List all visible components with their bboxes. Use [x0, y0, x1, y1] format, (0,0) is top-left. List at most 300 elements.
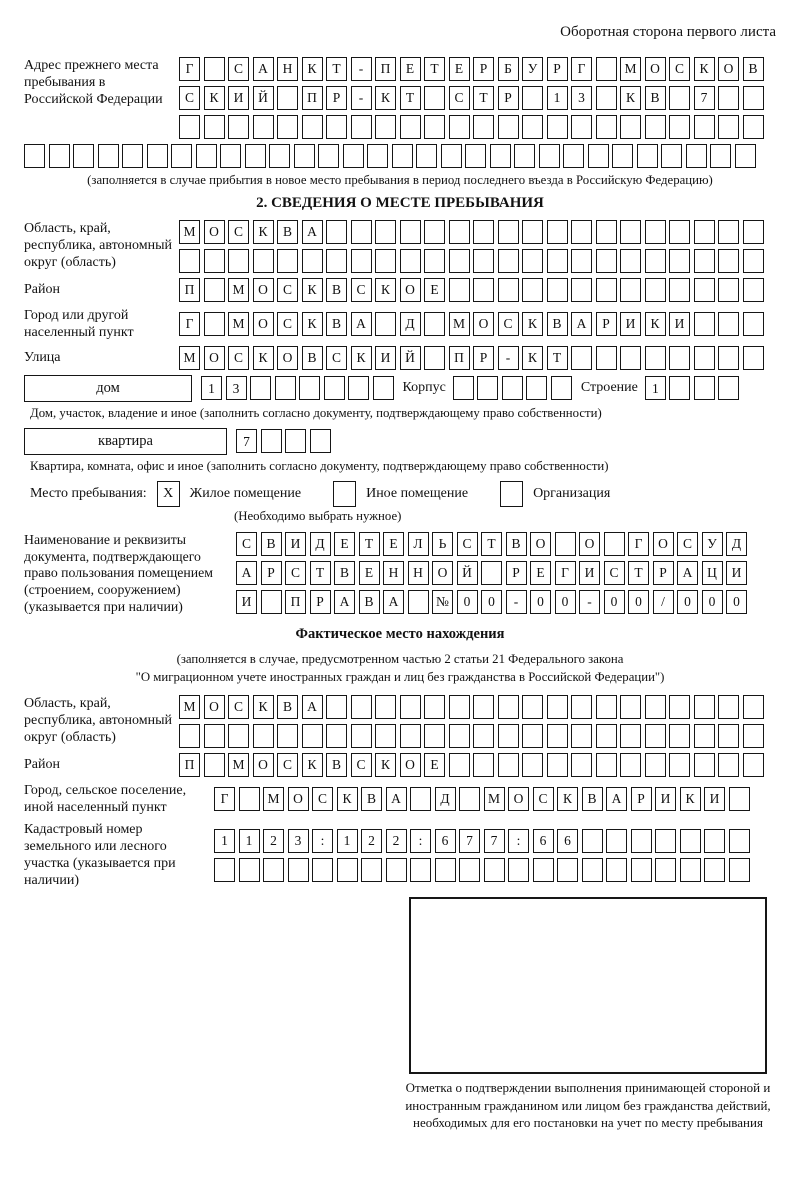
char-cell[interactable]: Г — [571, 57, 592, 81]
char-cell[interactable]: Ь — [432, 532, 453, 556]
char-cell[interactable] — [694, 312, 715, 336]
char-cell[interactable] — [563, 144, 584, 168]
char-cell[interactable]: К — [302, 57, 323, 81]
char-cell[interactable] — [743, 312, 764, 336]
char-cell[interactable]: В — [277, 695, 298, 719]
char-cell[interactable]: Р — [596, 312, 617, 336]
char-cell[interactable]: М — [179, 220, 200, 244]
char-cell[interactable] — [498, 695, 519, 719]
char-cell[interactable] — [400, 695, 421, 719]
char-cell[interactable]: А — [606, 787, 627, 811]
char-cell[interactable] — [718, 115, 739, 139]
char-cell[interactable] — [449, 220, 470, 244]
char-cell[interactable]: Й — [253, 86, 274, 110]
char-cell[interactable] — [620, 724, 641, 748]
char-cell[interactable]: 0 — [677, 590, 698, 614]
char-cell[interactable]: И — [236, 590, 257, 614]
char-cell[interactable] — [400, 249, 421, 273]
char-cell[interactable] — [465, 144, 486, 168]
char-cell[interactable]: И — [655, 787, 676, 811]
char-cell[interactable] — [204, 312, 225, 336]
char-cell[interactable]: 3 — [288, 829, 309, 853]
char-cell[interactable]: А — [302, 220, 323, 244]
char-cell[interactable] — [473, 278, 494, 302]
char-cell[interactable]: Й — [400, 346, 421, 370]
char-cell[interactable]: К — [375, 86, 396, 110]
char-cell[interactable]: Г — [179, 312, 200, 336]
char-cell[interactable] — [718, 695, 739, 719]
char-cell[interactable] — [294, 144, 315, 168]
char-cell[interactable] — [596, 695, 617, 719]
char-cell[interactable] — [604, 532, 625, 556]
char-cell[interactable]: Т — [400, 86, 421, 110]
char-cell[interactable]: Т — [359, 532, 380, 556]
char-cell[interactable] — [522, 115, 543, 139]
char-cell[interactable] — [743, 86, 764, 110]
char-cell[interactable] — [718, 753, 739, 777]
char-cell[interactable]: А — [677, 561, 698, 585]
char-cell[interactable] — [669, 724, 690, 748]
char-cell[interactable] — [424, 312, 445, 336]
char-cell[interactable] — [571, 278, 592, 302]
char-cell[interactable] — [449, 115, 470, 139]
char-cell[interactable] — [522, 86, 543, 110]
char-cell[interactable] — [710, 144, 731, 168]
char-cell[interactable]: П — [179, 753, 200, 777]
char-cell[interactable] — [326, 249, 347, 273]
char-cell[interactable]: А — [334, 590, 355, 614]
char-cell[interactable]: А — [386, 787, 407, 811]
char-cell[interactable] — [735, 144, 756, 168]
char-cell[interactable] — [481, 561, 502, 585]
char-cell[interactable]: М — [263, 787, 284, 811]
char-cell[interactable]: К — [620, 86, 641, 110]
char-cell[interactable] — [522, 278, 543, 302]
char-cell[interactable] — [473, 753, 494, 777]
char-cell[interactable] — [250, 376, 271, 400]
char-cell[interactable] — [122, 144, 143, 168]
char-cell[interactable]: О — [653, 532, 674, 556]
char-cell[interactable] — [582, 829, 603, 853]
char-cell[interactable] — [343, 144, 364, 168]
char-cell[interactable] — [571, 346, 592, 370]
char-cell[interactable] — [680, 858, 701, 882]
char-cell[interactable]: К — [522, 346, 543, 370]
char-cell[interactable]: 0 — [457, 590, 478, 614]
char-cell[interactable] — [490, 144, 511, 168]
char-cell[interactable]: О — [432, 561, 453, 585]
char-cell[interactable]: С — [498, 312, 519, 336]
char-cell[interactable]: 3 — [226, 376, 247, 400]
char-cell[interactable] — [514, 144, 535, 168]
char-cell[interactable] — [555, 532, 576, 556]
char-cell[interactable]: К — [375, 278, 396, 302]
char-cell[interactable] — [498, 249, 519, 273]
char-cell[interactable] — [263, 858, 284, 882]
char-cell[interactable] — [694, 695, 715, 719]
char-cell[interactable]: - — [579, 590, 600, 614]
char-cell[interactable]: 3 — [571, 86, 592, 110]
char-cell[interactable]: Р — [326, 86, 347, 110]
char-cell[interactable]: С — [351, 278, 372, 302]
char-cell[interactable] — [302, 249, 323, 273]
char-cell[interactable] — [275, 376, 296, 400]
char-cell[interactable] — [718, 724, 739, 748]
char-cell[interactable] — [620, 753, 641, 777]
char-cell[interactable]: П — [449, 346, 470, 370]
char-cell[interactable]: Е — [400, 57, 421, 81]
char-cell[interactable] — [261, 429, 282, 453]
char-cell[interactable]: В — [302, 346, 323, 370]
char-cell[interactable] — [498, 115, 519, 139]
char-cell[interactable]: О — [204, 220, 225, 244]
char-cell[interactable] — [424, 249, 445, 273]
char-cell[interactable] — [661, 144, 682, 168]
char-cell[interactable] — [588, 144, 609, 168]
char-cell[interactable]: Т — [628, 561, 649, 585]
char-cell[interactable] — [522, 695, 543, 719]
char-cell[interactable] — [596, 115, 617, 139]
char-cell[interactable] — [694, 753, 715, 777]
char-cell[interactable] — [253, 724, 274, 748]
char-cell[interactable] — [253, 249, 274, 273]
char-cell[interactable] — [694, 346, 715, 370]
char-cell[interactable] — [557, 858, 578, 882]
char-cell[interactable]: 0 — [530, 590, 551, 614]
char-cell[interactable]: В — [277, 220, 298, 244]
char-cell[interactable]: Н — [277, 57, 298, 81]
char-cell[interactable] — [547, 695, 568, 719]
char-cell[interactable]: К — [337, 787, 358, 811]
char-cell[interactable]: И — [579, 561, 600, 585]
char-cell[interactable] — [522, 753, 543, 777]
char-cell[interactable]: Д — [726, 532, 747, 556]
char-cell[interactable] — [424, 346, 445, 370]
char-cell[interactable] — [424, 115, 445, 139]
char-cell[interactable]: Р — [631, 787, 652, 811]
char-cell[interactable] — [400, 220, 421, 244]
char-cell[interactable] — [277, 115, 298, 139]
char-cell[interactable] — [718, 376, 739, 400]
char-cell[interactable] — [571, 695, 592, 719]
char-cell[interactable]: А — [253, 57, 274, 81]
char-cell[interactable] — [449, 249, 470, 273]
char-cell[interactable] — [669, 249, 690, 273]
char-cell[interactable] — [743, 278, 764, 302]
char-cell[interactable]: Т — [473, 86, 494, 110]
char-cell[interactable]: К — [302, 278, 323, 302]
char-cell[interactable]: О — [288, 787, 309, 811]
char-cell[interactable]: - — [506, 590, 527, 614]
char-cell[interactable]: К — [694, 57, 715, 81]
char-cell[interactable] — [435, 858, 456, 882]
char-cell[interactable]: Й — [457, 561, 478, 585]
char-cell[interactable] — [704, 829, 725, 853]
char-cell[interactable]: А — [383, 590, 404, 614]
char-cell[interactable] — [571, 115, 592, 139]
char-cell[interactable]: У — [522, 57, 543, 81]
char-cell[interactable]: 7 — [236, 429, 257, 453]
char-cell[interactable]: / — [653, 590, 674, 614]
char-cell[interactable]: 2 — [386, 829, 407, 853]
char-cell[interactable] — [351, 249, 372, 273]
char-cell[interactable]: П — [285, 590, 306, 614]
char-cell[interactable]: Т — [310, 561, 331, 585]
char-cell[interactable] — [508, 858, 529, 882]
char-cell[interactable]: С — [228, 220, 249, 244]
char-cell[interactable] — [179, 115, 200, 139]
char-cell[interactable] — [571, 249, 592, 273]
char-cell[interactable]: С — [228, 57, 249, 81]
char-cell[interactable]: С — [236, 532, 257, 556]
char-cell[interactable] — [473, 249, 494, 273]
char-cell[interactable]: 1 — [201, 376, 222, 400]
char-cell[interactable] — [694, 376, 715, 400]
char-cell[interactable] — [375, 249, 396, 273]
char-cell[interactable]: П — [302, 86, 323, 110]
char-cell[interactable]: Г — [214, 787, 235, 811]
char-cell[interactable] — [522, 724, 543, 748]
char-cell[interactable] — [310, 429, 331, 453]
char-cell[interactable]: П — [375, 57, 396, 81]
char-cell[interactable] — [522, 220, 543, 244]
char-cell[interactable]: К — [253, 346, 274, 370]
char-cell[interactable] — [424, 724, 445, 748]
char-cell[interactable]: : — [312, 829, 333, 853]
char-cell[interactable] — [288, 858, 309, 882]
char-cell[interactable]: О — [204, 695, 225, 719]
char-cell[interactable]: С — [277, 753, 298, 777]
char-cell[interactable]: 6 — [557, 829, 578, 853]
char-cell[interactable]: Н — [383, 561, 404, 585]
char-cell[interactable]: К — [204, 86, 225, 110]
char-cell[interactable]: М — [449, 312, 470, 336]
char-cell[interactable] — [743, 249, 764, 273]
char-cell[interactable] — [453, 376, 474, 400]
char-cell[interactable]: М — [484, 787, 505, 811]
char-cell[interactable] — [596, 220, 617, 244]
char-cell[interactable]: 2 — [263, 829, 284, 853]
char-cell[interactable]: 2 — [361, 829, 382, 853]
char-cell[interactable] — [410, 858, 431, 882]
char-cell[interactable]: И — [726, 561, 747, 585]
char-cell[interactable]: 1 — [645, 376, 666, 400]
char-cell[interactable] — [324, 376, 345, 400]
char-cell[interactable] — [743, 346, 764, 370]
char-cell[interactable]: С — [457, 532, 478, 556]
char-cell[interactable] — [73, 144, 94, 168]
char-cell[interactable]: И — [285, 532, 306, 556]
char-cell[interactable]: 6 — [533, 829, 554, 853]
char-cell[interactable]: О — [253, 312, 274, 336]
char-cell[interactable] — [571, 220, 592, 244]
char-cell[interactable]: 1 — [337, 829, 358, 853]
char-cell[interactable] — [473, 220, 494, 244]
residential-checkbox[interactable]: X — [157, 481, 180, 507]
char-cell[interactable]: В — [506, 532, 527, 556]
char-cell[interactable] — [277, 249, 298, 273]
char-cell[interactable] — [302, 724, 323, 748]
char-cell[interactable] — [596, 724, 617, 748]
char-cell[interactable] — [582, 858, 603, 882]
char-cell[interactable] — [277, 86, 298, 110]
char-cell[interactable] — [204, 115, 225, 139]
char-cell[interactable] — [351, 220, 372, 244]
char-cell[interactable]: В — [359, 590, 380, 614]
char-cell[interactable]: 0 — [702, 590, 723, 614]
char-cell[interactable] — [680, 829, 701, 853]
char-cell[interactable] — [533, 858, 554, 882]
organization-checkbox[interactable] — [500, 481, 523, 507]
char-cell[interactable]: А — [351, 312, 372, 336]
char-cell[interactable]: К — [680, 787, 701, 811]
char-cell[interactable]: - — [498, 346, 519, 370]
char-cell[interactable]: С — [277, 278, 298, 302]
char-cell[interactable] — [498, 753, 519, 777]
char-cell[interactable] — [373, 376, 394, 400]
char-cell[interactable] — [645, 695, 666, 719]
char-cell[interactable]: А — [571, 312, 592, 336]
char-cell[interactable]: А — [302, 695, 323, 719]
char-cell[interactable]: 7 — [484, 829, 505, 853]
char-cell[interactable] — [718, 86, 739, 110]
char-cell[interactable] — [498, 278, 519, 302]
char-cell[interactable] — [596, 86, 617, 110]
char-cell[interactable] — [718, 312, 739, 336]
char-cell[interactable]: Б — [498, 57, 519, 81]
char-cell[interactable]: О — [277, 346, 298, 370]
char-cell[interactable] — [449, 695, 470, 719]
char-cell[interactable] — [204, 753, 225, 777]
char-cell[interactable]: Т — [424, 57, 445, 81]
char-cell[interactable] — [743, 753, 764, 777]
char-cell[interactable]: С — [285, 561, 306, 585]
char-cell[interactable] — [645, 278, 666, 302]
char-cell[interactable]: И — [704, 787, 725, 811]
char-cell[interactable]: 0 — [481, 590, 502, 614]
char-cell[interactable]: - — [351, 86, 372, 110]
char-cell[interactable] — [228, 249, 249, 273]
char-cell[interactable]: С — [669, 57, 690, 81]
char-cell[interactable]: В — [361, 787, 382, 811]
char-cell[interactable]: Г — [179, 57, 200, 81]
char-cell[interactable] — [326, 220, 347, 244]
char-cell[interactable]: 1 — [239, 829, 260, 853]
char-cell[interactable] — [526, 376, 547, 400]
char-cell[interactable] — [743, 115, 764, 139]
char-cell[interactable]: : — [508, 829, 529, 853]
char-cell[interactable] — [214, 858, 235, 882]
char-cell[interactable] — [98, 144, 119, 168]
char-cell[interactable]: Р — [547, 57, 568, 81]
char-cell[interactable]: Р — [310, 590, 331, 614]
char-cell[interactable] — [669, 115, 690, 139]
char-cell[interactable]: 0 — [628, 590, 649, 614]
char-cell[interactable]: С — [312, 787, 333, 811]
char-cell[interactable] — [669, 753, 690, 777]
char-cell[interactable] — [620, 695, 641, 719]
char-cell[interactable]: К — [522, 312, 543, 336]
char-cell[interactable] — [196, 144, 217, 168]
char-cell[interactable]: К — [351, 346, 372, 370]
char-cell[interactable] — [312, 858, 333, 882]
char-cell[interactable] — [392, 144, 413, 168]
char-cell[interactable]: Р — [473, 346, 494, 370]
char-cell[interactable] — [547, 724, 568, 748]
char-cell[interactable]: С — [228, 346, 249, 370]
char-cell[interactable]: Н — [408, 561, 429, 585]
char-cell[interactable]: М — [179, 346, 200, 370]
char-cell[interactable]: В — [326, 312, 347, 336]
char-cell[interactable]: В — [326, 278, 347, 302]
char-cell[interactable] — [694, 278, 715, 302]
char-cell[interactable] — [204, 249, 225, 273]
char-cell[interactable]: С — [604, 561, 625, 585]
char-cell[interactable]: - — [351, 57, 372, 81]
char-cell[interactable] — [718, 346, 739, 370]
char-cell[interactable] — [326, 724, 347, 748]
char-cell[interactable] — [351, 115, 372, 139]
char-cell[interactable]: Т — [326, 57, 347, 81]
char-cell[interactable] — [408, 590, 429, 614]
char-cell[interactable] — [424, 695, 445, 719]
char-cell[interactable]: В — [334, 561, 355, 585]
char-cell[interactable] — [375, 220, 396, 244]
char-cell[interactable] — [459, 858, 480, 882]
char-cell[interactable]: К — [302, 312, 323, 336]
char-cell[interactable]: М — [620, 57, 641, 81]
char-cell[interactable]: Р — [261, 561, 282, 585]
char-cell[interactable]: 6 — [435, 829, 456, 853]
char-cell[interactable]: И — [375, 346, 396, 370]
char-cell[interactable] — [441, 144, 462, 168]
char-cell[interactable] — [400, 115, 421, 139]
char-cell[interactable]: 0 — [604, 590, 625, 614]
char-cell[interactable]: 7 — [459, 829, 480, 853]
char-cell[interactable] — [318, 144, 339, 168]
char-cell[interactable] — [269, 144, 290, 168]
char-cell[interactable]: А — [236, 561, 257, 585]
char-cell[interactable]: № — [432, 590, 453, 614]
char-cell[interactable]: К — [302, 753, 323, 777]
char-cell[interactable] — [348, 376, 369, 400]
char-cell[interactable]: С — [449, 86, 470, 110]
char-cell[interactable]: У — [702, 532, 723, 556]
char-cell[interactable] — [424, 86, 445, 110]
char-cell[interactable] — [743, 220, 764, 244]
char-cell[interactable] — [375, 695, 396, 719]
char-cell[interactable]: В — [645, 86, 666, 110]
char-cell[interactable]: Е — [383, 532, 404, 556]
char-cell[interactable]: Д — [400, 312, 421, 336]
char-cell[interactable] — [498, 220, 519, 244]
char-cell[interactable]: 7 — [694, 86, 715, 110]
char-cell[interactable] — [253, 115, 274, 139]
char-cell[interactable]: С — [677, 532, 698, 556]
char-cell[interactable] — [473, 115, 494, 139]
char-cell[interactable] — [299, 376, 320, 400]
char-cell[interactable]: О — [473, 312, 494, 336]
char-cell[interactable] — [410, 787, 431, 811]
char-cell[interactable]: Г — [628, 532, 649, 556]
char-cell[interactable]: Т — [481, 532, 502, 556]
char-cell[interactable] — [551, 376, 572, 400]
char-cell[interactable] — [24, 144, 45, 168]
char-cell[interactable] — [220, 144, 241, 168]
char-cell[interactable] — [449, 753, 470, 777]
char-cell[interactable] — [171, 144, 192, 168]
char-cell[interactable]: В — [547, 312, 568, 336]
